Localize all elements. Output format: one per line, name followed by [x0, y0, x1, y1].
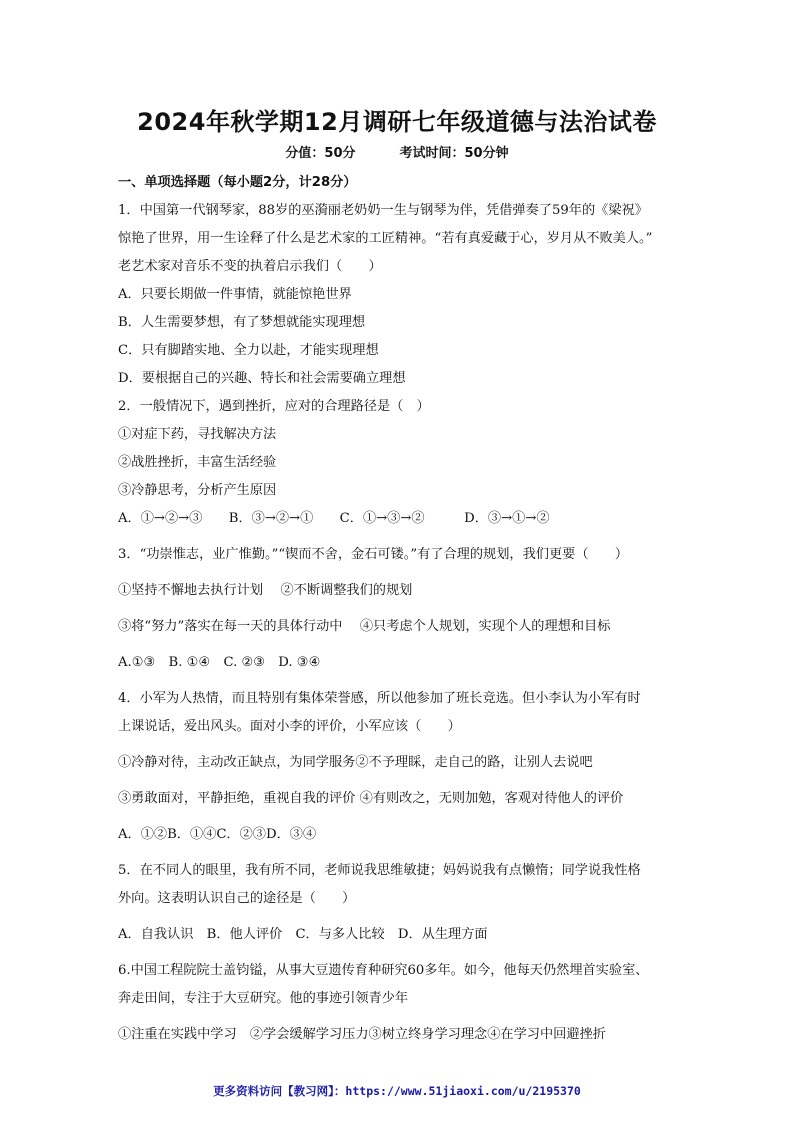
text-line: 6.中国工程院院士盖钧镒，从事大豆遗传育种研究60多年。如今，他每天仍然埋首实验室、: [118, 963, 649, 978]
text-line: ②战胜挫折，丰富生活经验: [118, 455, 277, 470]
text-line: B．人生需要梦想，有了梦想就能实现理想: [118, 315, 366, 330]
text-line: 上课说话，爱出风头。面对小李的评价，小军应该（ ）: [118, 719, 461, 734]
text-line: A.①③ B. ①④ C. ②③ D. ③④: [118, 655, 321, 670]
text-line: 5．在不同人的眼里，我有所不同，老师说我思维敏捷；妈妈说我有点懒惰；同学说我性格: [118, 863, 641, 878]
time-label: 考试时间：50分钟: [399, 146, 509, 161]
text-line: A．①→②→③ B．③→②→① C．①→③→② D．③→①→②: [118, 511, 550, 526]
text-line: ③将“努力”落实在每一天的具体行动中 ④只考虑个人规划，实现个人的理想和目标: [118, 619, 611, 634]
text-line: 老艺术家对音乐不变的执着启示我们（ ）: [118, 259, 382, 274]
text-line: ①注重在实践中学习 ②学会缓解学习压力③树立终身学习理念④在学习中回避挫折: [118, 1027, 606, 1042]
text-line: 2．一般情况下，遇到挫折，应对的合理路径是（ ）: [118, 399, 430, 414]
footer-link[interactable]: 更多资料访问【教习网】：https://www.51jiaoxi.com/u/2195370: [213, 1084, 581, 1098]
section-heading: 一、单项选择题（每小题2分，计28分）: [118, 175, 357, 190]
text-line: 惊艳了世界，用一生诠释了什么是艺术家的工匠精神。“若有真爱藏于心，岁月从不败美人。”: [118, 231, 653, 246]
exam-body: [118, 172, 684, 1046]
text-line: ③勇敢面对，平静拒绝，重视自我的评价 ④有则改之，无则加勉，客观对待他人的评价: [118, 791, 624, 806]
text-line: A．①②B．①④C．②③D．③④: [118, 827, 317, 842]
text-line: 奔走田间，专注于大豆研究。他的事迹引领青少年: [118, 991, 409, 1006]
text-line: ①对症下药，寻找解决方法: [118, 427, 277, 442]
exam-title: 2024年秋学期12月调研七年级道德与法治试卷: [137, 108, 657, 136]
exam-info: [0, 142, 794, 161]
text-line: 外向。这表明认识自己的途径是（ ）: [118, 891, 356, 906]
text-line: 3．“功崇惟志，业广惟勤。”“锲而不舍，金石可镂。”有了合理的规划，我们更要（ ）: [118, 547, 629, 562]
text-line: D．要根据自己的兴趣、特长和社会需要确立理想: [118, 371, 406, 386]
score-label: 分值：50分: [285, 146, 356, 161]
text-line: C．只有脚踏实地、全力以赴，才能实现理想: [118, 343, 379, 358]
text-line: 4．小军为人热情，而且特别有集体荣誉感，所以他参加了班长竞选。但小李认为小军有时: [118, 691, 641, 706]
text-line: ③冷静思考，分析产生原因: [118, 483, 277, 498]
text-line: ①冷静对待，主动改正缺点，为同学服务②不予理睬，走自己的路，让别人去说吧: [118, 755, 593, 770]
text-line: ①坚持不懈地去执行计划 ②不断调整我们的规划: [118, 583, 413, 598]
text-line: A．只要长期做一件事情，就能惊艳世界: [118, 287, 352, 302]
text-line: 1．中国第一代钢琴家，88岁的巫漪丽老奶奶一生与钢琴为伴，凭借弹奏了59年的《梁祝》: [118, 203, 648, 218]
text-line: A．自我认识 B．他人评价 C．与多人比较 D．从生理方面: [118, 927, 488, 942]
